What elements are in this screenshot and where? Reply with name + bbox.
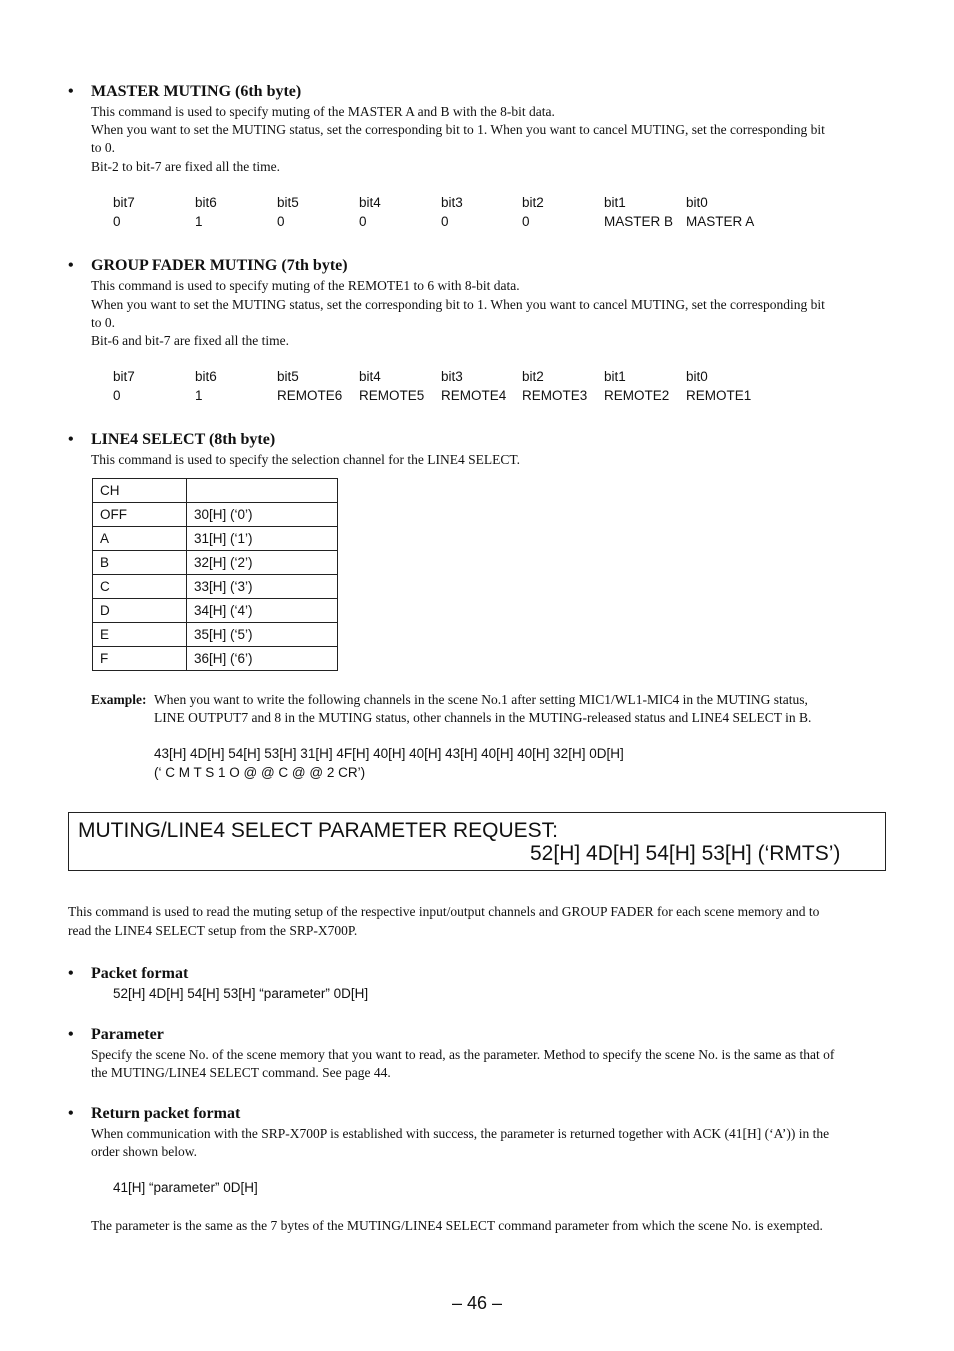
bit-value: MASTER A [686, 214, 755, 229]
table-row [93, 551, 338, 575]
example-hex-sequence: 43[H] 4D[H] 54[H] 53[H] 31[H] 4F[H] 40[H] 40[H] 43[H] 40[H] 40[H] 32[H] 0D[H] [154, 746, 624, 761]
paragraph: This command is used to specify the selection channel for the LINE4 SELECT. [91, 452, 521, 467]
bit-label: bit2 [522, 195, 544, 210]
paragraph: Specify the scene No. of the scene memory that you want to read, as the parameter. Method to specify the scene No. is the same as that of [91, 1047, 835, 1062]
table-header-cell: CH [93, 479, 187, 503]
bit-label: bit1 [604, 195, 626, 210]
bit-value: 0 [522, 214, 530, 229]
page-number: – 46 – [451, 1293, 503, 1313]
paragraph: This command is used to read the muting setup of the respective input/output channels and GROUP FADER for each scene memory and to [68, 904, 820, 919]
table-cell: B [93, 551, 187, 575]
table-row [93, 599, 338, 623]
bit-label: bit2 [522, 369, 544, 384]
paragraph: Bit-2 to bit-7 are fixed all the time. [91, 159, 280, 174]
bit-label: bit3 [441, 195, 463, 210]
bit-label: bit4 [359, 369, 381, 384]
section-title-parameter: Parameter [91, 1026, 164, 1043]
bullet-icon: • [68, 965, 74, 982]
table-cell: 32[H] (‘2’) [187, 551, 338, 575]
bit-label: bit5 [277, 369, 299, 384]
bullet-icon: • [68, 83, 74, 100]
bit-value: REMOTE2 [604, 388, 670, 403]
request-heading-command: 52[H] 4D[H] 54[H] 53[H] (‘RMTS’) [530, 842, 841, 865]
table-header-row [93, 479, 338, 503]
example-ascii-sequence: (‘ C M T S 1 O @ @ C @ @ 2 CR’) [154, 765, 366, 780]
paragraph: This command is used to specify muting of the MASTER A and B with the 8-bit data. [91, 104, 555, 119]
table-cell: 34[H] (‘4’) [187, 599, 338, 623]
packet-format-value: 52[H] 4D[H] 54[H] 53[H] “parameter” 0D[H] [113, 986, 369, 1001]
return-packet-value: 41[H] “parameter” 0D[H] [113, 1180, 258, 1195]
paragraph: The parameter is the same as the 7 bytes of the MUTING/LINE4 SELECT command parameter from which the scene No. is exempted. [91, 1218, 823, 1233]
bit-value: REMOTE1 [686, 388, 752, 403]
paragraph: This command is used to specify muting of the REMOTE1 to 6 with 8-bit data. [91, 278, 520, 293]
paragraph: the MUTING/LINE4 SELECT command. See page 44. [91, 1065, 391, 1080]
table-row [93, 623, 338, 647]
bit-value: MASTER B [604, 214, 674, 229]
bit-value: 0 [113, 388, 121, 403]
table-cell: C [93, 575, 187, 599]
section-title-group-fader-muting: GROUP FADER MUTING (7th byte) [91, 257, 348, 274]
paragraph: read the LINE4 SELECT setup from the SRP-X700P. [68, 923, 358, 938]
bit-value: 1 [195, 214, 203, 229]
paragraph: to 0. [91, 315, 116, 330]
bullet-icon: • [68, 1026, 74, 1043]
bit-value: 0 [277, 214, 285, 229]
bullet-icon: • [68, 1105, 74, 1122]
bit-value: 1 [195, 388, 203, 403]
example-text: LINE OUTPUT7 and 8 in the MUTING status, other channels in the MUTING-released status and LINE4 SELECT in B. [154, 710, 812, 725]
table-cell: 30[H] (‘0’) [187, 503, 338, 527]
table-row [93, 527, 338, 551]
bit-value: 0 [359, 214, 367, 229]
section-title-return-packet-format: Return packet format [91, 1105, 241, 1122]
bit-value: 0 [441, 214, 449, 229]
section-title-packet-format: Packet format [91, 965, 189, 982]
table-cell: E [93, 623, 187, 647]
example-label: Example: [91, 692, 147, 707]
paragraph: When you want to set the MUTING status, set the corresponding bit to 1. When you want to cancel MUTING, set the corresponding bit [91, 122, 825, 137]
bit-label: bit6 [195, 195, 217, 210]
bit-label: bit4 [359, 195, 381, 210]
bit-label: bit7 [113, 195, 135, 210]
bit-label: bit5 [277, 195, 299, 210]
request-heading-title: MUTING/LINE4 SELECT PARAMETER REQUEST: [78, 819, 558, 842]
table-cell: D [93, 599, 187, 623]
bit-label: bit3 [441, 369, 463, 384]
bit-value: REMOTE5 [359, 388, 425, 403]
table-cell: F [93, 647, 187, 671]
bit-label: bit0 [686, 369, 708, 384]
bit-label: bit0 [686, 195, 708, 210]
bit-value: REMOTE3 [522, 388, 588, 403]
paragraph: When you want to set the MUTING status, set the corresponding bit to 1. When you want to cancel MUTING, set the corresponding bit [91, 297, 825, 312]
table-row [93, 647, 338, 671]
example-text: When you want to write the following channels in the scene No.1 after setting MIC1/WL1-MIC4 in the MUTING status, [154, 692, 808, 707]
bit-value: REMOTE6 [277, 388, 343, 403]
bit-label: bit6 [195, 369, 217, 384]
bit-label: bit1 [604, 369, 626, 384]
table-cell: 36[H] (‘6’) [187, 647, 338, 671]
paragraph: to 0. [91, 140, 116, 155]
paragraph: Bit-6 and bit-7 are fixed all the time. [91, 333, 289, 348]
section-title-master-muting: MASTER MUTING (6th byte) [91, 83, 302, 100]
table-row [93, 575, 338, 599]
line4-channel-table [92, 478, 338, 671]
section-title-line4-select: LINE4 SELECT (8th byte) [91, 431, 276, 448]
table-cell: 33[H] (‘3’) [187, 575, 338, 599]
table-cell: A [93, 527, 187, 551]
table-header-cell [187, 479, 338, 503]
table-row [93, 503, 338, 527]
table-cell: 31[H] (‘1’) [187, 527, 338, 551]
bullet-icon: • [68, 431, 74, 448]
paragraph: When communication with the SRP-X700P is established with success, the parameter is returned together with ACK (41[H] (‘A’)) in the [91, 1126, 830, 1141]
bullet-icon: • [68, 257, 74, 274]
table-cell: 35[H] (‘5’) [187, 623, 338, 647]
paragraph: order shown below. [91, 1144, 197, 1159]
bit-value: 0 [113, 214, 121, 229]
request-heading-box [68, 812, 886, 871]
bit-value: REMOTE4 [441, 388, 507, 403]
bit-label: bit7 [113, 369, 135, 384]
table-cell: OFF [93, 503, 187, 527]
